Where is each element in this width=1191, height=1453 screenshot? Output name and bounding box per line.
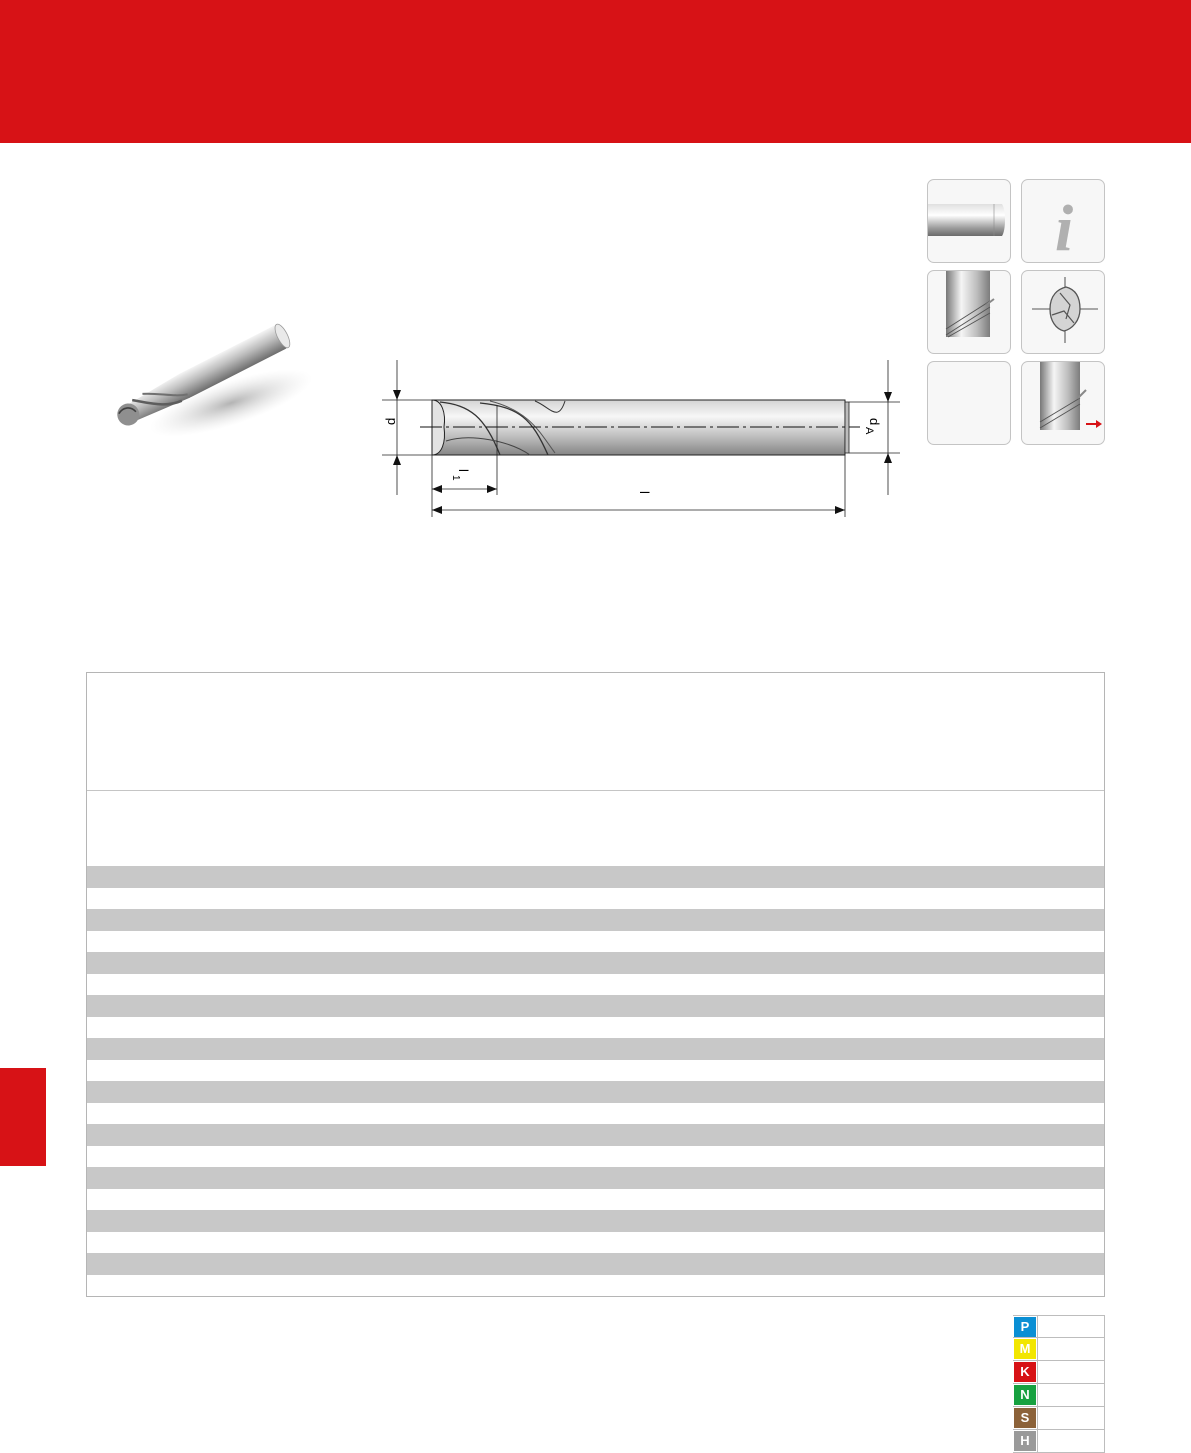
table-row [87,995,1104,1017]
table-row [87,1103,1104,1125]
material-suitability-cell [1037,1316,1105,1337]
material-code-h: H [1014,1431,1036,1451]
right-hand-helix-icon [927,270,1011,354]
material-code-m: M [1014,1339,1036,1359]
material-row-p [1013,1315,1105,1338]
right-hand-cut-icon [1021,361,1105,445]
table-row [87,1146,1104,1168]
material-code-n: N [1014,1385,1036,1405]
table-row [87,888,1104,910]
dim-label-d: d [383,417,398,425]
material-row-s [1013,1407,1105,1430]
table-header-primary [87,673,1104,791]
material-code-s: S [1014,1408,1036,1428]
header-band [0,0,1191,143]
table-row [87,952,1104,974]
table-row [87,1038,1104,1060]
material-suitability-cell [1037,1430,1105,1452]
dim-label-dA-sub: A [863,427,875,435]
material-suitability-cell [1037,1361,1105,1383]
material-suitability-cell [1037,1384,1105,1406]
product-photo [86,305,312,447]
table-row [87,1081,1104,1103]
table-row [87,1167,1104,1189]
chapter-side-tab [0,1068,46,1166]
material-row-k [1013,1361,1105,1384]
dim-label-l1: l [456,469,471,472]
table-row [87,1232,1104,1254]
material-row-h [1013,1430,1105,1453]
info-icon-glyph: i [1054,192,1074,263]
cylindrical-shank-icon [927,179,1011,263]
ball-nose-cross-section-icon [1021,270,1105,354]
technical-drawing [360,355,905,525]
table-row [87,1017,1104,1039]
material-suitability-cell [1037,1407,1105,1429]
info-icon [1021,179,1105,263]
material-row-m [1013,1338,1105,1361]
table-row [87,1060,1104,1082]
material-code-k: K [1014,1362,1036,1382]
table-row [87,1210,1104,1232]
blank-icon [927,361,1011,445]
table-row [87,866,1104,888]
material-suitability-cell [1037,1338,1105,1360]
dim-label-l1-sub: 1 [450,475,461,481]
table-row [87,1275,1104,1297]
dim-label-l: l [637,491,652,494]
table-row [87,1253,1104,1275]
table-row [87,1124,1104,1146]
table-body [87,866,1104,1296]
table-row [87,974,1104,996]
table-row [87,931,1104,953]
dim-label-dA: d [867,418,882,426]
table-row [87,909,1104,931]
material-code-p: P [1014,1317,1036,1337]
material-row-n [1013,1384,1105,1407]
spec-table [86,672,1105,1297]
material-group-legend [1013,1315,1105,1453]
table-header-secondary [87,791,1104,866]
table-row [87,1189,1104,1211]
